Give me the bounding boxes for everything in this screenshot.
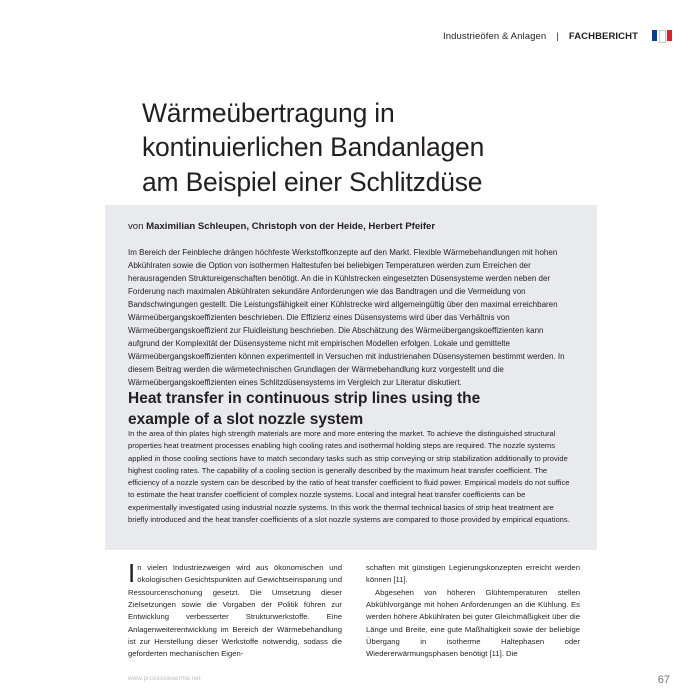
abstract-german: Im Bereich der Feinbleche drängen höchfeste Werkstoffkonzepte auf den Markt. Flexible Wärmebehandlungen mit hohen Abkühlraten sowie die Option von isothermen Haltestufen bei beliebigen Temperaturen werden zum Erreichen der herausragenden Struktureigenschaften benötigt. An die in Kühlstrecken eingesetzten Düsensysteme werden neben der Forderung nach maximalen Abkühlraten sekundäre Anforderungen wie das Bandtragen und die Vermeidung von Bandschwingungen gestellt. Die Leistungsfähigkeit einer Kühlstrecke wird allgemeingültig über den maximal erreichbaren Wärmeübergangskoeffizienten beschrieben. Die Effizienz eines Düsensystems wird über das Verhältnis von Wärmeübergangskoeffizient zur Fluidleistung beschrieben. Die Abschätzung des Wärmeübergangskoeffizienten kann aufgrund der Komplexität der Düsensysteme nicht mit empirischen Modellen erfolgen. Lokale und gemittelte Wärmeübergangskoeffizienten können experimentell in Versuchen mit industrienahen Düsensystemen bestimmt werden. In diesem Beitrag werden die wärmetechnischen Grundlagen der Wärmebehandlung kurz vorgestellt und die Wärmeübergangskoeffizienten eines Schlitzdüsensystems im Vergleich zur Literatur diskutiert.	[128, 248, 565, 387]
page-header	[443, 30, 672, 43]
title-line-3: am Beispiel einer Schlitzdüse	[142, 166, 483, 197]
drop-cap: I	[128, 558, 136, 588]
body-paragraph: schaften mit günstigen Legierungskonzepten erreicht werden können [11].	[366, 563, 580, 585]
body-column-left	[128, 558, 342, 661]
abstract-english: In the area of thin plates high strength materials are more and more entering the market. To achieve the distinguished structural properties heat treatment processes enabling high cooling rates and isothermal holding steps are required. The nozzle systems applied in those cooling sections have to match secondary tasks such as strip conveying or strip stabilization additionally to provide highest cooling rates. The capability of a cooling section is generally described by the maximum heat transfer coefficient. The efficiency of a nozzle system can be described by the ratio of heat transfer coefficient to fluid power. Empirical models do not suffice to estimate the heat transfer coefficient of complex nozzle systems. Local and integral heat transfer coefficients can be experimentally investigated using industrial nozzle systems. In this work the thermal technical basics of strip heat treatment are briefly introduced and the heat transfer coefficients of a slot nozzle systems are compared to those provided by empirical equations.	[128, 429, 570, 525]
footer-url: www.prozesswaerme.net	[128, 675, 201, 682]
english-heading-line-1: Heat transfer in continuous strip lines using the	[128, 389, 481, 407]
footer-divider	[0, 665, 700, 666]
english-heading	[128, 389, 548, 431]
header-category: Industrieöfen & Anlagen	[443, 31, 547, 42]
page-number: 67	[657, 674, 670, 686]
flag-mark-icon	[652, 30, 672, 43]
header-rubric: FACHBERICHT	[568, 31, 638, 42]
byline-authors: Maximilian Schleupen, Christoph von der Heide, Herbert Pfeifer	[146, 221, 436, 232]
page-title	[142, 96, 592, 199]
byline	[128, 221, 578, 232]
english-heading-line-2: example of a slot nozzle system	[128, 410, 364, 428]
body-paragraph	[128, 558, 342, 661]
body-columns	[128, 558, 580, 661]
body-paragraph-text: n vielen Industriezweigen wird aus ökonomischen und ökologischen Gesichtspunkten auf Gewichtseinsparung und Ressourcenschonung gesetzt. Die Umsetzung dieser Zielsetzungen sowie die Vorgaben der Politik führen zur Entwicklung verbesserter Strukturwerkstoffe. Eine Anlagenweiterentwicklung im Bereich der Wärmebehandlung ist zur Herstellung dieser Werkstoffe notwendig, sodass die geforderten mechanischen Eigen-	[128, 563, 342, 659]
title-line-1: Wärmeübertragung in	[142, 97, 395, 128]
header-separator: |	[556, 31, 559, 42]
body-column-right	[366, 562, 580, 661]
byline-prefix: von	[128, 221, 147, 232]
body-paragraph: Abgesehen von höheren Glühtemperaturen stellen Abkühlvorgänge mit hohen Anforderungen an die Kühlung. Es werden höhere Abkühlraten bei guter Gleichmäßigkeit über die Länge und Breite, eine gute Maßhaltigkeit sowie der beliebige Übergang in isotherme Haltephasen oder Wiedererwärmungsphasen benötigt [11]. Die	[366, 587, 580, 659]
title-line-2: kontinuierlichen Bandanlagen	[142, 132, 485, 163]
